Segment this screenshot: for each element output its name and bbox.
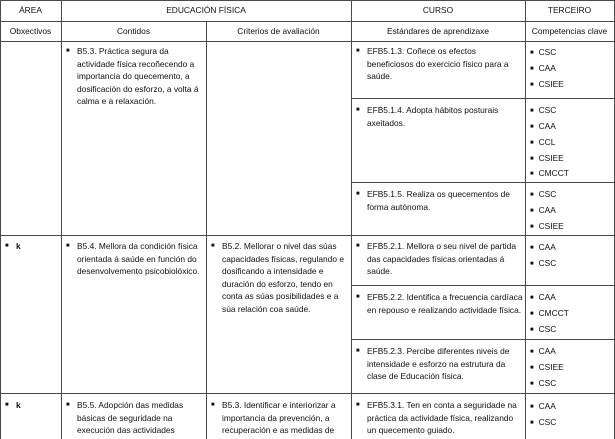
competence-item: ■ CSC	[530, 258, 557, 268]
competence-item: ■ CAA	[530, 242, 556, 252]
table-border	[0, 21, 615, 22]
competence-item: ■ CSC	[530, 378, 557, 388]
table-border	[0, 393, 615, 394]
column-header-competences: Competencias clave	[531, 26, 608, 36]
table-border	[351, 285, 615, 286]
standard-text: EFB5.2.2. Identifica a frecuencia cardíaca en repouso e realizando actividade física.	[367, 292, 523, 315]
content-text: B5.5. Adopción das medidas básicas de seguridade na execución das actividades	[77, 400, 184, 436]
standard-text: EFB5.2.1. Mellora o seu nivel de partida das capacidades físicas orientadas á saúde.	[367, 241, 516, 277]
bullet-icon: ■	[530, 171, 534, 177]
competence-item: ■ CMCCT	[530, 168, 569, 178]
bullet-icon: ■	[211, 402, 215, 408]
bullet-icon: ■	[530, 124, 534, 130]
bullet-icon: ■	[530, 224, 534, 230]
bullet-icon: ■	[66, 402, 70, 408]
standard-text: EFB5.2.3. Percibe diferentes niveis de intensidade e esforzo na estrutura da clase de Educación física.	[367, 346, 510, 382]
bullet-icon: ■	[530, 245, 534, 251]
bullet-icon: ■	[530, 420, 534, 426]
bullet-icon: ■	[530, 192, 534, 198]
competence-item: ■ CSC	[530, 47, 557, 57]
criteria-text: B5.2. Mellorar o nivel das súas capacidades físicas, regulando e dosificando a intensidade e duración do esforzo, tendo en conta as súas posibilidades e a súa relación coa saúde.	[222, 241, 344, 314]
bullet-icon: ■	[530, 365, 534, 371]
table-border	[206, 21, 207, 439]
bullet-icon: ■	[530, 108, 534, 114]
table-border	[0, 235, 615, 236]
competence-item: ■ CSIEE	[530, 79, 564, 89]
table-border	[61, 0, 62, 439]
content-text: B5.4. Mellora da condición física orientada á saúde en función do desenvolvemento psicobiolóxico.	[77, 241, 200, 277]
competence-item: ■ CSIEE	[530, 153, 564, 163]
bullet-icon: ■	[530, 50, 534, 56]
bullet-icon: ■	[356, 294, 360, 300]
standard-text: EFB5.1.4. Adopta hábitos posturais axeitados.	[367, 105, 499, 128]
bullet-icon: ■	[530, 156, 534, 162]
column-header-objectives: Obxectivos	[9, 26, 52, 36]
bullet-icon: ■	[66, 243, 70, 249]
content-text: B5.3. Práctica segura da actividade física recoñecendo a importancia do quecemento, a dosificación do esforzo, a volta á calma e a relaxación.	[77, 46, 199, 107]
objective-text: k	[16, 241, 21, 251]
competence-item: ■ CAA	[530, 401, 556, 411]
bullet-icon: ■	[356, 402, 360, 408]
table-border	[351, 339, 615, 340]
header-grade: TERCEIRO	[547, 5, 592, 15]
header-subject: EDUCACIÓN FÍSICA	[166, 5, 246, 15]
competence-item: ■ CSC	[530, 417, 557, 427]
competence-item: ■ CAA	[530, 346, 556, 356]
bullet-icon: ■	[530, 295, 534, 301]
competence-item: ■ CSC	[530, 189, 557, 199]
standard-text: EFB5.3.1. Ten en conta a seguridade na práctica da actividade física, realizando un quecemento guiado.	[367, 400, 517, 436]
bullet-icon: ■	[356, 191, 360, 197]
bullet-icon: ■	[66, 48, 70, 54]
competence-item: ■ CSC	[530, 105, 557, 115]
bullet-icon: ■	[530, 66, 534, 72]
column-header-criteria: Criterios de avaliación	[237, 26, 320, 36]
competence-item: ■ CSIEE	[530, 221, 564, 231]
bullet-icon: ■	[211, 243, 215, 249]
table-border	[0, 0, 1, 439]
bullet-icon: ■	[5, 243, 9, 249]
bullet-icon: ■	[356, 48, 360, 54]
bullet-icon: ■	[530, 82, 534, 88]
header-area: ÁREA	[19, 5, 42, 15]
criteria-text: B5.3. Identificar e interiorizar a importancia da prevención, a recuperación e as medidas de	[222, 400, 336, 436]
bullet-icon: ■	[5, 402, 9, 408]
bullet-icon: ■	[530, 349, 534, 355]
table-border	[351, 98, 615, 99]
table-border	[351, 182, 615, 183]
competence-item: ■ CSC	[530, 324, 557, 334]
table-border	[525, 0, 526, 439]
competence-item: ■ CMCCT	[530, 308, 569, 318]
header-course: CURSO	[422, 5, 454, 15]
competence-item: ■ CSIEE	[530, 362, 564, 372]
bullet-icon: ■	[530, 208, 534, 214]
objective-text: k	[16, 400, 21, 410]
bullet-icon: ■	[356, 107, 360, 113]
bullet-icon: ■	[530, 140, 534, 146]
competence-item: ■ CAA	[530, 205, 556, 215]
competence-item: ■ CCL	[530, 137, 556, 147]
table-border	[0, 0, 615, 1]
standard-text: EFB5.1.3. Coñece os efectos beneficiosos do exercicio físico para a saúde.	[367, 46, 509, 82]
bullet-icon: ■	[530, 327, 534, 333]
column-header-contents: Contidos	[116, 26, 151, 36]
bullet-icon: ■	[530, 381, 534, 387]
competence-item: ■ CAA	[530, 292, 556, 302]
standard-text: EFB5.1.5. Realiza os quecementos de forma autónoma.	[367, 189, 510, 212]
bullet-icon: ■	[530, 311, 534, 317]
table-border	[351, 0, 352, 439]
bullet-icon: ■	[356, 348, 360, 354]
competence-item: ■ CAA	[530, 121, 556, 131]
column-header-standards: Estándares de aprendizaxe	[387, 26, 489, 36]
competence-item: ■ CAA	[530, 63, 556, 73]
bullet-icon: ■	[356, 243, 360, 249]
table-border	[0, 41, 615, 42]
bullet-icon: ■	[530, 261, 534, 267]
bullet-icon: ■	[530, 404, 534, 410]
